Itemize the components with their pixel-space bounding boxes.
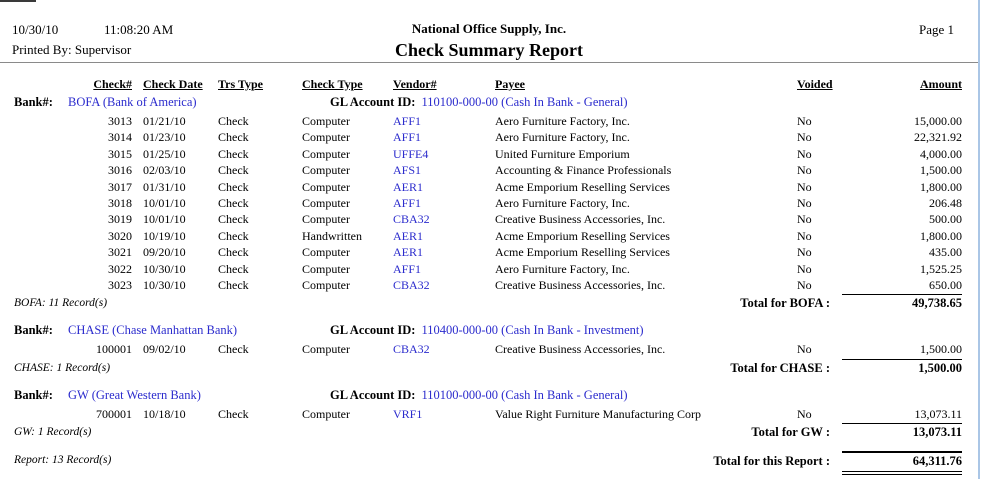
cell-payee: Acme Emporium Reselling Services [495, 245, 670, 260]
bank-code-link[interactable]: GW (Great Western Bank) [68, 387, 201, 402]
cell-voided: No [797, 146, 812, 161]
check-row [0, 129, 988, 145]
cell-voided: No [797, 228, 812, 243]
cell-check-type: Computer [302, 278, 350, 293]
cell-check-number: 3014 [108, 130, 132, 145]
cell-voided: No [797, 130, 812, 145]
column-header-row [0, 70, 988, 92]
page-number: Page 1 [918, 22, 954, 37]
bank-code-link[interactable]: CHASE (Chase Manhattan Bank) [68, 323, 238, 338]
cell-check-type: Computer [302, 179, 350, 194]
cell-check-number: 3021 [108, 245, 132, 260]
cell-check-date: 10/30/10 [143, 261, 186, 276]
cell-check-date: 02/03/10 [143, 163, 186, 178]
cell-payee: United Furniture Emporium [495, 146, 630, 161]
cell-amount: 1,800.00 [920, 228, 962, 243]
bank-record-count: BOFA: 11 Record(s) [14, 297, 108, 310]
gl-account-link[interactable]: 110400-000-00 (Cash In Bank - Investment) [421, 323, 644, 338]
check-row [0, 228, 988, 244]
bank-section [0, 92, 988, 313]
bank-section [0, 385, 988, 442]
check-row [0, 341, 988, 357]
cell-amount: 500.00 [929, 212, 962, 227]
bank-rows [0, 406, 988, 422]
bank-section [0, 320, 988, 377]
bank-total-amount: 1,500.00 [842, 359, 962, 376]
cell-check-number: 3015 [108, 146, 132, 161]
cell-trs-type: Check [218, 212, 249, 227]
cell-vendor-link[interactable]: CBA32 [393, 212, 430, 227]
cell-voided: No [797, 179, 812, 194]
cell-trs-type: Check [218, 146, 249, 161]
cell-payee: Acme Emporium Reselling Services [495, 228, 670, 243]
gl-account-label: GL Account ID: [330, 387, 416, 402]
bank-total-label: Total for GW : [751, 425, 830, 440]
report-body-container [0, 70, 988, 477]
check-row [0, 277, 988, 293]
cell-voided: No [797, 212, 812, 227]
cell-payee: Aero Furniture Factory, Inc. [495, 114, 630, 128]
bank-total-line [730, 359, 962, 376]
cell-vendor-link[interactable]: AER1 [393, 228, 423, 243]
cell-amount: 435.00 [929, 245, 962, 260]
cell-check-type: Handwritten [302, 228, 362, 243]
report-total-amount: 64,311.76 [842, 451, 962, 475]
printed-by: Printed By: Supervisor [12, 42, 132, 57]
cell-check-date: 09/02/10 [143, 342, 186, 357]
bank-total-label: Total for CHASE : [730, 360, 830, 375]
header-rule [0, 62, 978, 63]
cell-check-number: 3013 [108, 114, 132, 128]
bank-header-row [0, 92, 988, 113]
cell-trs-type: Check [218, 114, 249, 128]
cell-check-number: 3020 [108, 228, 132, 243]
cell-amount: 13,073.11 [914, 406, 962, 421]
bank-record-count: CHASE: 1 Record(s) [14, 361, 111, 374]
cell-trs-type: Check [218, 163, 249, 178]
bank-total-label: Total for BOFA : [740, 296, 830, 311]
column-header-check-type: Check Type [302, 76, 363, 91]
cell-check-type: Computer [302, 245, 350, 260]
cell-voided: No [797, 163, 812, 178]
cell-voided: No [797, 245, 812, 260]
cell-payee: Creative Business Accessories, Inc. [495, 212, 666, 227]
cell-check-number: 3022 [108, 261, 132, 276]
cell-trs-type: Check [218, 130, 249, 145]
bank-total-line [751, 423, 962, 440]
gl-account-link[interactable]: 110100-000-00 (Cash In Bank - General) [421, 95, 628, 109]
column-header-voided: Voided [797, 76, 833, 91]
cell-trs-type: Check [218, 179, 249, 194]
cell-trs-type: Check [218, 245, 249, 260]
report-footer [0, 451, 988, 477]
cell-check-number: 3023 [108, 278, 132, 293]
column-header-trs-type: Trs Type [218, 76, 264, 91]
check-row [0, 244, 988, 260]
column-header-amount: Amount [919, 76, 962, 91]
cell-vendor-link[interactable]: CBA32 [393, 278, 430, 293]
cell-trs-type: Check [218, 278, 249, 293]
cell-payee: Creative Business Accessories, Inc. [495, 342, 666, 357]
cell-payee: Aero Furniture Factory, Inc. [495, 196, 630, 211]
bank-header-row [0, 320, 988, 341]
cell-check-type: Computer [302, 146, 350, 161]
cell-check-date: 10/18/10 [143, 406, 186, 421]
cell-check-date: 10/01/10 [143, 196, 186, 211]
gl-account-group [330, 385, 628, 406]
cell-amount: 1,500.00 [920, 163, 962, 178]
check-row [0, 406, 988, 422]
cell-check-number: 3017 [108, 179, 132, 194]
cell-voided: No [797, 342, 812, 357]
bank-number-label: Bank#: [14, 387, 53, 402]
cell-check-number: 3019 [108, 212, 132, 227]
cell-check-number: 3016 [108, 163, 132, 178]
cell-check-type: Computer [302, 130, 350, 145]
check-row [0, 146, 988, 162]
cell-voided: No [797, 196, 812, 211]
check-row [0, 211, 988, 227]
report-record-count: Report: 13 Record(s) [14, 454, 112, 467]
cell-trs-type: Check [218, 196, 249, 211]
cell-payee: Value Right Furniture Manufacturing Corp [495, 406, 701, 421]
cell-check-date: 10/30/10 [143, 278, 186, 293]
cell-vendor-link[interactable]: AFF1 [393, 261, 422, 276]
gl-account-group [330, 92, 628, 113]
cell-check-number: 700001 [96, 406, 132, 421]
cell-vendor-link[interactable]: AFF1 [393, 130, 422, 145]
cell-check-date: 01/25/10 [143, 146, 186, 161]
cell-amount: 1,525.25 [920, 261, 962, 276]
cell-amount: 206.48 [929, 196, 962, 211]
company-name: National Office Supply, Inc. [411, 21, 567, 36]
cell-check-number: 3018 [108, 196, 132, 211]
cell-voided: No [797, 114, 812, 128]
bank-number-label: Bank#: [14, 323, 53, 338]
cell-check-date: 01/21/10 [143, 114, 186, 128]
check-row [0, 113, 988, 129]
gl-account-group [330, 320, 644, 341]
bank-total-line [740, 294, 962, 311]
cell-amount: 1,500.00 [920, 342, 962, 357]
cell-check-type: Computer [302, 163, 350, 178]
cell-vendor-link[interactable]: VRF1 [393, 406, 423, 421]
cell-payee: Acme Emporium Reselling Services [495, 179, 670, 194]
cell-check-type: Computer [302, 196, 350, 211]
gl-account-label: GL Account ID: [330, 95, 416, 109]
cell-check-date: 10/01/10 [143, 212, 186, 227]
cell-check-type: Computer [302, 261, 350, 276]
bank-number-label: Bank#: [14, 95, 53, 109]
cell-check-date: 09/20/10 [143, 245, 186, 260]
cell-payee: Accounting & Finance Professionals [495, 163, 672, 178]
gl-account-link[interactable]: 110100-000-00 (Cash In Bank - General) [421, 387, 628, 402]
cell-trs-type: Check [218, 228, 249, 243]
cell-vendor-link[interactable]: AFF1 [393, 114, 422, 128]
column-header-vendor-number: Vendor# [393, 76, 437, 91]
cell-amount: 650.00 [929, 278, 962, 293]
bank-total-row [0, 359, 988, 378]
print-time: 11:08:20 AM [104, 22, 174, 37]
cell-vendor-link[interactable]: CBA32 [393, 342, 430, 357]
window-corner-artifact [0, 0, 36, 2]
bank-record-count: GW: 1 Record(s) [14, 426, 92, 439]
column-header-check-date: Check Date [143, 76, 203, 91]
cell-voided: No [797, 406, 812, 421]
cell-payee: Aero Furniture Factory, Inc. [495, 130, 630, 145]
bank-total-row [0, 423, 988, 442]
gl-account-label: GL Account ID: [330, 323, 416, 338]
cell-vendor-link[interactable]: AFF1 [393, 196, 422, 211]
bank-rows [0, 113, 988, 293]
bank-code-link[interactable]: BOFA (Bank of America) [68, 95, 197, 109]
cell-check-type: Computer [302, 342, 350, 357]
cell-amount: 1,800.00 [920, 179, 962, 194]
cell-trs-type: Check [218, 342, 249, 357]
bank-rows [0, 341, 988, 357]
check-row [0, 179, 988, 195]
report-total-label: Total for this Report : [713, 454, 830, 469]
cell-trs-type: Check [218, 261, 249, 276]
bank-total-amount: 13,073.11 [842, 423, 962, 440]
cell-check-type: Computer [302, 212, 350, 227]
cell-trs-type: Check [218, 406, 249, 421]
bank-header-row [0, 385, 988, 406]
check-row [0, 162, 988, 178]
cell-amount: 4,000.00 [920, 146, 962, 161]
check-row [0, 195, 988, 211]
cell-check-number: 100001 [96, 342, 132, 357]
cell-vendor-link[interactable]: AER1 [393, 179, 423, 194]
bank-total-amount: 49,738.65 [842, 294, 962, 311]
cell-amount: 22,321.92 [914, 130, 962, 145]
cell-check-date: 01/23/10 [143, 130, 186, 145]
cell-amount: 15,000.00 [914, 114, 962, 128]
cell-voided: No [797, 261, 812, 276]
cell-vendor-link[interactable]: AFS1 [393, 163, 422, 178]
column-header-payee: Payee [495, 76, 525, 91]
report-title: Check Summary Report [395, 40, 583, 60]
cell-payee: Creative Business Accessories, Inc. [495, 278, 666, 293]
print-date: 10/30/10 [12, 22, 59, 37]
report-body [0, 92, 988, 442]
cell-voided: No [797, 278, 812, 293]
cell-check-type: Computer [302, 406, 350, 421]
cell-check-type: Computer [302, 114, 350, 128]
check-row [0, 261, 988, 277]
cell-check-date: 10/19/10 [143, 228, 186, 243]
cell-vendor-link[interactable]: AER1 [393, 245, 423, 260]
cell-vendor-link[interactable]: UFFE4 [393, 146, 429, 161]
report-total-line [713, 451, 962, 475]
bank-total-row [0, 294, 988, 313]
column-header-check-number: Check# [93, 76, 132, 91]
cell-payee: Aero Furniture Factory, Inc. [495, 261, 630, 276]
cell-check-date: 01/31/10 [143, 179, 186, 194]
